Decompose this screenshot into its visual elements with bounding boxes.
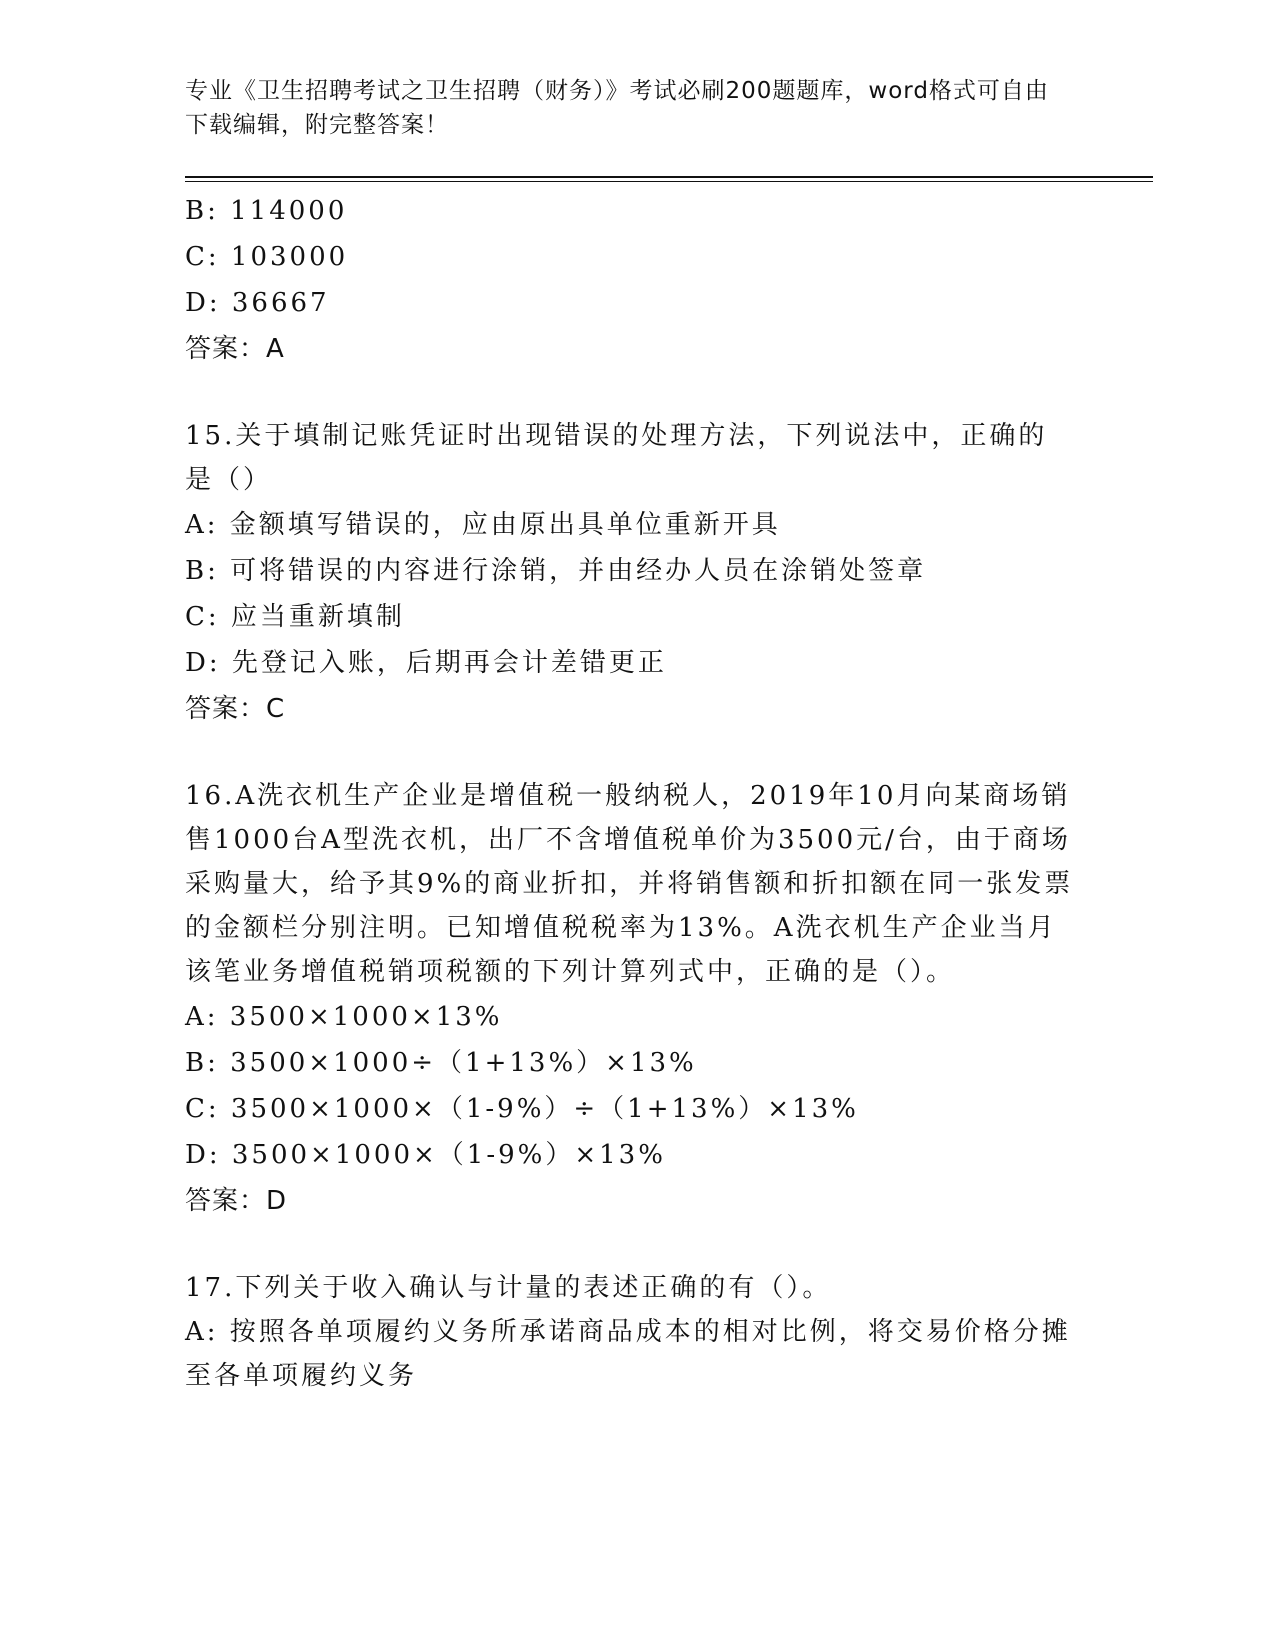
option-b: B: 114000 <box>185 196 348 226</box>
question-text: 15.关于填制记账凭证时出现错误的处理方法，下列说法中，正确的是（） <box>185 421 1048 495</box>
answer-label: 答案：A <box>185 334 285 364</box>
question-17 <box>185 1266 1075 1398</box>
header-divider-thin <box>185 181 1153 182</box>
option-a: A: 金额填写错误的，应由原出具单位重新开具 <box>185 510 781 540</box>
question-15 <box>185 414 1075 732</box>
option-c: C: 103000 <box>185 242 349 272</box>
option-d: D: 3500×1000×（1-9%）×13% <box>185 1140 666 1170</box>
option-a: A: 按照各单项履约义务所承诺商品成本的相对比例，将交易价格分摊至各单项履约义务 <box>185 1317 1071 1391</box>
question-text: 16.A洗衣机生产企业是增值税一般纳税人，2019年10月向某商场销售1000台A型洗衣机，出厂不含增值税单价为3500元/台，由于商场采购量大，给予其9%的商业折扣，并将销售额和折扣额在同一张发票的金额栏分别注明。已知增值税税率为13%。A洗衣机生产企业当月该笔业务增值税销项税额的下列计算列式中，正确的是（）。 <box>185 781 1074 987</box>
option-a: A: 3500×1000×13% <box>185 1002 503 1032</box>
option-d: D: 36667 <box>185 288 330 318</box>
option-c: C: 应当重新填制 <box>185 602 405 632</box>
option-c: C: 3500×1000×（1-9%）÷（1+13%）×13% <box>185 1094 859 1124</box>
question-text: 17.下列关于收入确认与计量的表述正确的有（）。 <box>185 1273 832 1303</box>
option-d: D: 先登记入账，后期再会计差错更正 <box>185 648 667 678</box>
question-16 <box>185 774 1075 1224</box>
answer-label: 答案：D <box>185 1186 288 1216</box>
header-divider-thick <box>185 176 1153 178</box>
question-14-continued <box>185 188 1075 372</box>
option-b: B: 可将错误的内容进行涂销，并由经办人员在涂销处签章 <box>185 556 927 586</box>
question-list <box>185 188 1075 1398</box>
option-b: B: 3500×1000÷（1+13%）×13% <box>185 1048 697 1078</box>
document-header: 专业《卫生招聘考试之卫生招聘（财务）》考试必刷200题题库，word格式可自由下载编辑，附完整答案！ <box>185 78 1049 138</box>
answer-label: 答案：C <box>185 694 286 724</box>
